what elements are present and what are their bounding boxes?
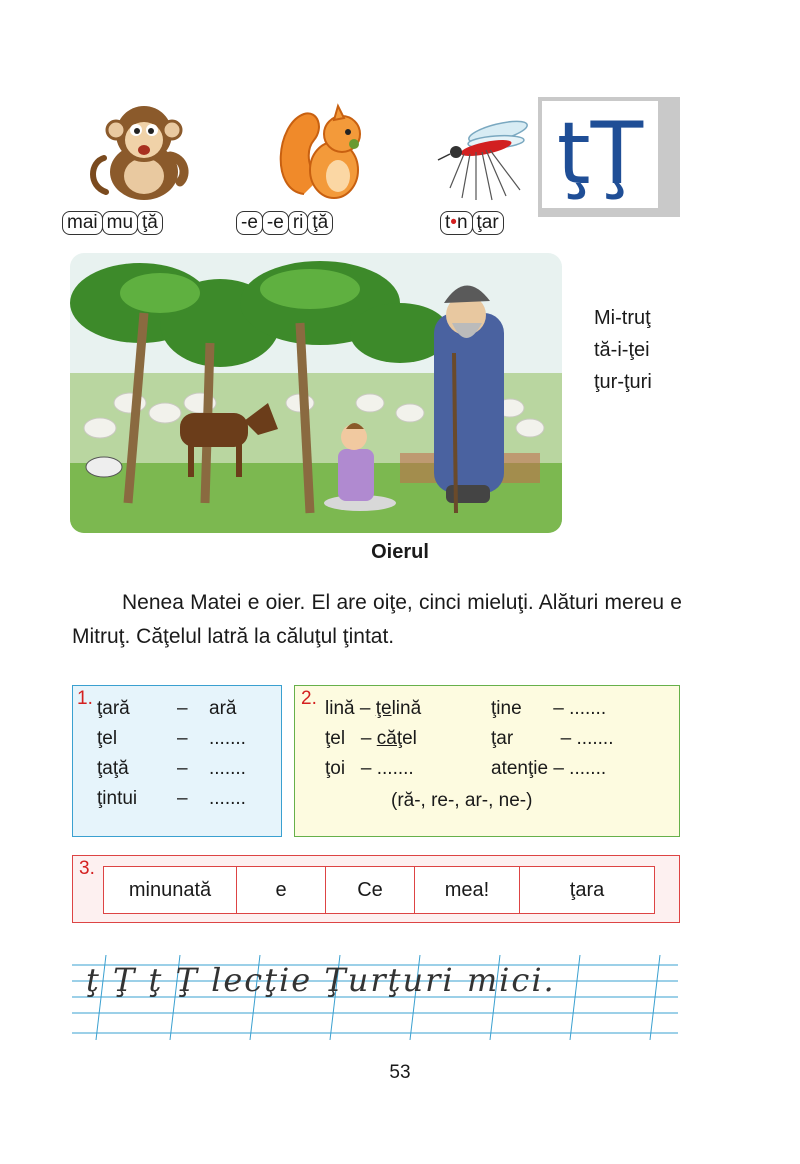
ex1-dash: –	[177, 758, 188, 779]
exercise-3	[72, 855, 680, 923]
squirrel-picture	[274, 94, 374, 202]
side-word: Mi-truţ	[594, 307, 651, 329]
handwriting-practice	[72, 955, 678, 1040]
exercise-2	[294, 685, 680, 837]
syllable-letter: n	[456, 212, 468, 233]
ex1-left-word: ţară	[97, 698, 130, 719]
ex1-blank[interactable]: .......	[209, 758, 246, 779]
ex2-word-pair	[325, 728, 417, 750]
ex2-text: lină	[391, 698, 422, 719]
handwriting-text: ţ Ţ ţ Ţ lecţie Ţurţuri mici.	[86, 961, 556, 999]
word-card[interactable]: ţara	[569, 879, 605, 901]
ex2-underlined: ţe	[375, 698, 392, 719]
ex1-left-word: ţintui	[97, 788, 138, 809]
reading-paragraph: Nenea Matei e oier. El are oiţe, cinci mieluţi. Alături mereu e Mitruţ. Căţelul latră la căluţul ţintat.	[72, 591, 682, 648]
exercise-number: 1.	[77, 688, 93, 709]
ex1-right-word: ară	[209, 698, 237, 719]
ex2-underlined: căţ	[376, 728, 403, 749]
syllables-veverita	[236, 211, 332, 235]
word-order-table	[103, 866, 655, 914]
page-number: 53	[389, 1062, 411, 1083]
syllable-box: -e	[236, 211, 263, 235]
word-card[interactable]: Ce	[326, 867, 415, 913]
ex1-dash: –	[177, 698, 188, 719]
syllables-maimuta	[62, 211, 162, 235]
ex1-blank[interactable]: .......	[209, 788, 246, 809]
exercise-number: 2.	[301, 688, 317, 709]
syllable-box: mu	[102, 211, 138, 235]
ex1-dash: –	[177, 788, 188, 809]
ex2-item[interactable]: ţoi – .......	[325, 758, 414, 779]
syllable-box: ţar	[472, 211, 504, 235]
syllable-box	[440, 211, 473, 235]
ex2-text: lină –	[325, 698, 376, 719]
exercise-1	[72, 685, 282, 837]
ex2-item[interactable]: ţine – .......	[491, 698, 607, 719]
side-word-list	[594, 302, 652, 398]
ex2-text: el	[402, 728, 417, 749]
ex2-item[interactable]: ţar – .......	[491, 728, 614, 749]
syllable-letter: t	[445, 212, 451, 233]
lesson-title: Oierul	[371, 541, 429, 563]
syllable-dot: •	[450, 212, 457, 233]
ex2-text: ţel –	[325, 728, 377, 749]
ex1-dash: –	[177, 728, 188, 749]
side-word: ţur-ţuri	[594, 371, 652, 393]
ex1-left-word: ţel	[97, 728, 118, 749]
word-card[interactable]: mea!	[415, 867, 520, 913]
ex2-word-pair	[325, 698, 421, 720]
monkey-picture	[84, 96, 204, 204]
side-word: tă-i-ţei	[594, 339, 650, 361]
syllable-box: -e	[262, 211, 289, 235]
ex1-blank[interactable]: .......	[209, 728, 246, 749]
exercise-number: 3.	[79, 858, 95, 879]
word-card[interactable]: minunată	[104, 867, 237, 913]
ex2-hint: (ră-, re-, ar-, ne-)	[391, 790, 533, 811]
syllable-box: mai	[62, 211, 103, 235]
syllable-box: ţă	[307, 211, 333, 235]
word-card[interactable]: e	[237, 867, 326, 913]
ex1-left-word: ţaţă	[97, 758, 129, 779]
syllables-tantar	[440, 211, 503, 235]
shepherd-illustration	[70, 253, 562, 533]
letter-card-text: ţŢ	[542, 101, 658, 208]
letter-card	[538, 97, 680, 217]
syllable-box: ţă	[137, 211, 163, 235]
mosquito-picture	[436, 118, 536, 204]
ex2-item[interactable]: atenţie – .......	[491, 758, 607, 779]
syllable-box: ri	[288, 211, 309, 235]
